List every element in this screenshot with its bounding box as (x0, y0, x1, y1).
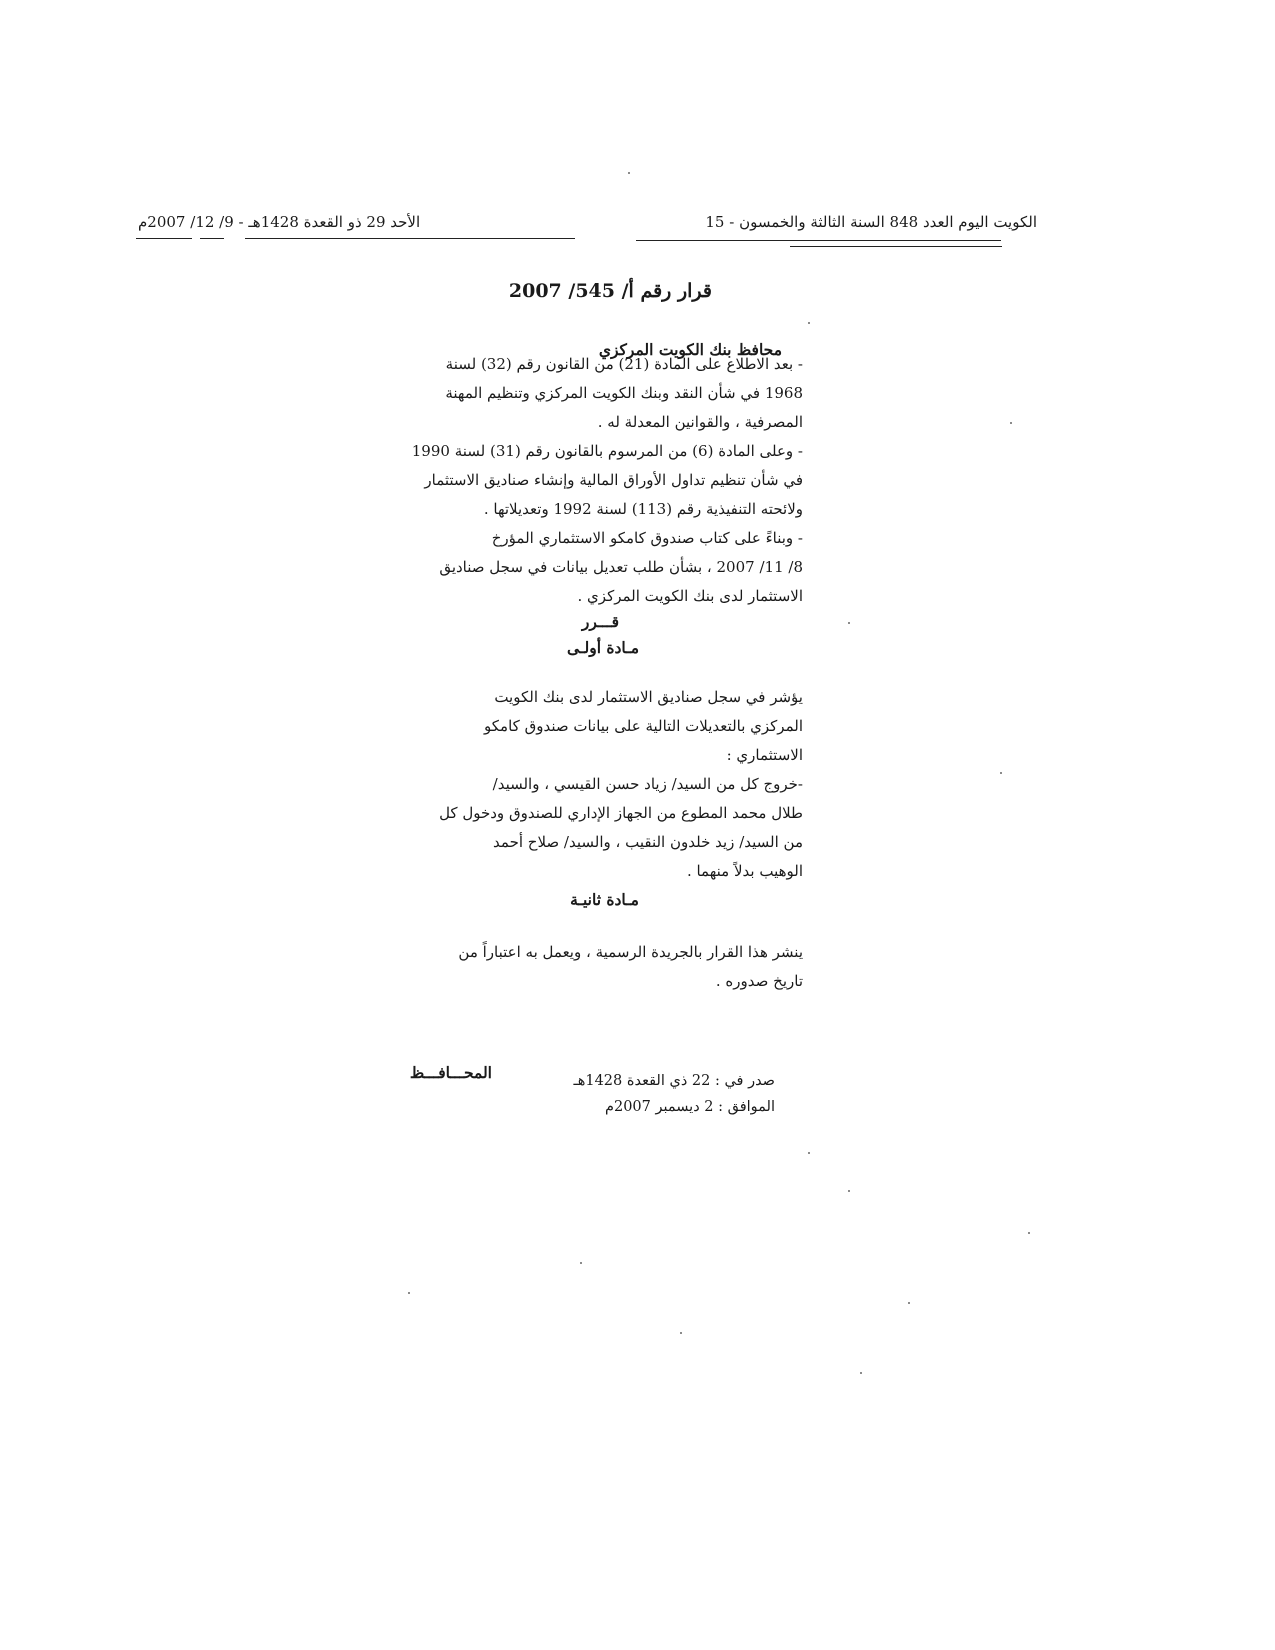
article-2-line: تاريخ صدوره . (715, 972, 803, 990)
preamble (383, 350, 803, 611)
preamble-line: - بعد الاطلاع على المادة (21) من القانون رقم (32) لسنة (445, 355, 803, 373)
preamble-line: - وبناءً على كتاب صندوق كامكو الاستثماري المؤرخ (491, 529, 803, 547)
article-2-body (383, 938, 803, 996)
header-rule-right (636, 240, 1001, 241)
article-1-line: من السيد/ زيد خلدون النقيب ، والسيد/ صلاح أحمد (493, 833, 803, 851)
article-1-line: يؤشر في سجل صناديق الاستثمار لدى بنك الكويت (494, 688, 803, 706)
header-rule-left (245, 238, 575, 239)
decision-title: قرار رقم أ/ 545/ 2007 (508, 280, 712, 302)
governor-signature: المحـــافـــظ (409, 1063, 492, 1082)
header-date: الأحد 29 ذو القعدة 1428هـ - 9/ 12/ 2007م (138, 213, 421, 231)
issued-date-hijri: صدر في : 22 ذي القعدة 1428هـ (573, 1073, 775, 1089)
header-rule-left-dash-1 (136, 238, 192, 239)
scan-speck (580, 1262, 582, 1264)
scan-speck (808, 1152, 810, 1154)
scan-speck (1028, 1232, 1030, 1234)
header-issue-info: الكويت اليوم العدد 848 السنة الثالثة والخمسون - 15 (705, 213, 1037, 231)
decided-heading: قـــرر (581, 612, 619, 631)
scan-speck (808, 322, 810, 324)
preamble-line: 1968 في شأن النقد وبنك الكويت المركزي وتنظيم المهنة (445, 384, 803, 402)
header-rule-right-lower (790, 246, 1002, 247)
preamble-line: ولائحته التنفيذية رقم (113) لسنة 1992 وتعديلاتها . (483, 500, 803, 518)
scan-speck (408, 1292, 410, 1294)
article-2-line: ينشر هذا القرار بالجريدة الرسمية ، ويعمل به اعتباراً من (458, 943, 803, 961)
preamble-line: في شأن تنظيم تداول الأوراق المالية وإنشاء صناديق الاستثمار (424, 471, 803, 489)
scan-speck (908, 1302, 910, 1304)
article-1-line: المركزي بالتعديلات التالية على بيانات صندوق كامكو (484, 717, 803, 735)
issued-date-gregorian: الموافق : 2 ديسمبر 2007م (604, 1099, 775, 1115)
issuing-authority: محافظ بنك الكويت المركزي (598, 340, 782, 359)
scan-speck (628, 172, 630, 174)
scan-speck (1000, 772, 1002, 774)
article-1-heading: مـادة أولـى (567, 638, 639, 657)
article-1-line: الوهيب بدلاً منهما . (686, 862, 803, 880)
preamble-line: - وعلى المادة (6) من المرسوم بالقانون رقم (31) لسنة 1990 (411, 442, 803, 460)
scan-speck (848, 622, 850, 624)
article-1-line: طلال محمد المطوع من الجهاز الإداري للصندوق ودخول كل (439, 804, 803, 822)
scan-speck (848, 1190, 850, 1192)
article-1-line: الاستثماري : (726, 746, 803, 764)
preamble-line: الاستثمار لدى بنك الكويت المركزي . (577, 587, 803, 605)
scan-speck (860, 1372, 862, 1374)
header-rule-left-dash-2 (200, 238, 224, 239)
article-1-line: -خروج كل من السيد/ زياد حسن القيسي ، والسيد/ (492, 775, 803, 793)
preamble-line: المصرفية ، والقوانين المعدلة له . (597, 413, 803, 431)
article-2-heading: مـادة ثانيـة (570, 890, 639, 909)
scan-speck (1010, 422, 1012, 424)
article-1-body (383, 683, 803, 886)
preamble-line: 8/ 11/ 2007 ، بشأن طلب تعديل بيانات في سجل صناديق (439, 558, 803, 576)
scan-speck (680, 1332, 682, 1334)
